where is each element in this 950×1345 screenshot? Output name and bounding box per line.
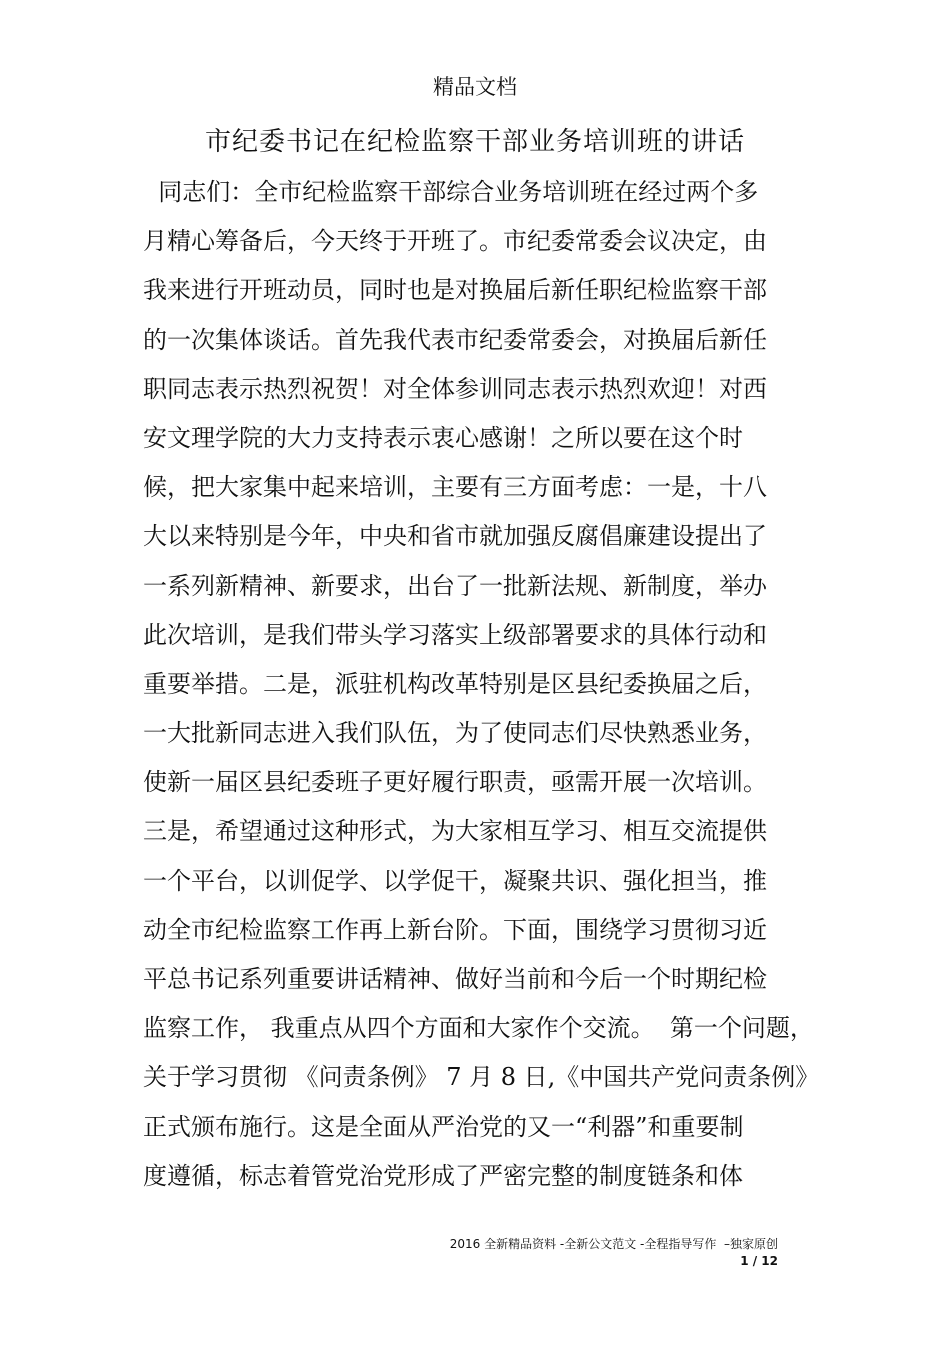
body-line: 重要举措。二是，派驻机构改革特别是区县纪委换届之后，: [143, 669, 767, 698]
body-line: 正式颁布施行。这是全面从严治党的又一“利器”和重要制: [143, 1112, 744, 1141]
body-line: 此次培训，是我们带头学习落实上级部署要求的具体行动和: [143, 620, 767, 649]
body-line: 安文理学院的大力支持表示衷心感谢！之所以要在这个时: [143, 423, 743, 452]
body-line: 职同志表示热烈祝贺！对全体参训同志表示热烈欢迎！对西: [143, 374, 767, 403]
body-line: 一大批新同志进入我们队伍，为了使同志们尽快熟悉业务，: [143, 719, 767, 748]
document-body: [143, 174, 820, 1207]
page-number: 1 / 12: [740, 1254, 778, 1268]
body-line: 监察工作， 我重点从四个方面和大家作个交流。 第一个问题，: [143, 1014, 814, 1043]
body-line: 同志们：全市纪检监察干部综合业务培训班在经过两个多: [143, 178, 759, 206]
body-line: 大以来特别是今年，中央和省市就加强反腐倡廉建设提出了: [143, 522, 767, 551]
body-line: 度遵循，标志着管党治党形成了严密完整的制度链条和体: [143, 1161, 743, 1190]
body-line: 关于学习贯彻 《问责条例》 7 月 8 日,《中国共产党问责条例》: [143, 1063, 820, 1092]
body-line: 使新一届区县纪委班子更好履行职责，亟需开展一次培训。: [143, 768, 767, 797]
body-line: 一系列新精神、新要求，出台了一批新法规、新制度，举办: [143, 571, 767, 600]
body-line: 动全市纪检监察工作再上新台阶。下面，围绕学习贯彻习近: [143, 915, 767, 944]
body-line: 三是，希望通过这种形式，为大家相互学习、相互交流提供: [143, 817, 767, 846]
body-line: 的一次集体谈话。首先我代表市纪委常委会，对换届后新任: [143, 325, 767, 354]
body-line: 一个平台，以训促学、以学促干，凝聚共识、强化担当，推: [143, 866, 767, 895]
body-line: 候，把大家集中起来培训，主要有三方面考虑：一是，十八: [143, 473, 767, 502]
document-title: 市纪委书记在纪检监察干部业务培训班的讲话: [204, 127, 745, 157]
footer-note: 2016 全新精品资料 -全新公文范文 -全程指导写作 –独家原创: [449, 1237, 778, 1251]
page-header: 精品文档: [433, 75, 517, 99]
body-line: 我来进行开班动员，同时也是对换届后新任职纪检监察干部: [143, 276, 767, 305]
body-line: 平总书记系列重要讲话精神、做好当前和今后一个时期纪检: [143, 965, 767, 993]
body-line: 月精心筹备后，今天终于开班了。市纪委常委会议决定，由: [143, 227, 767, 256]
